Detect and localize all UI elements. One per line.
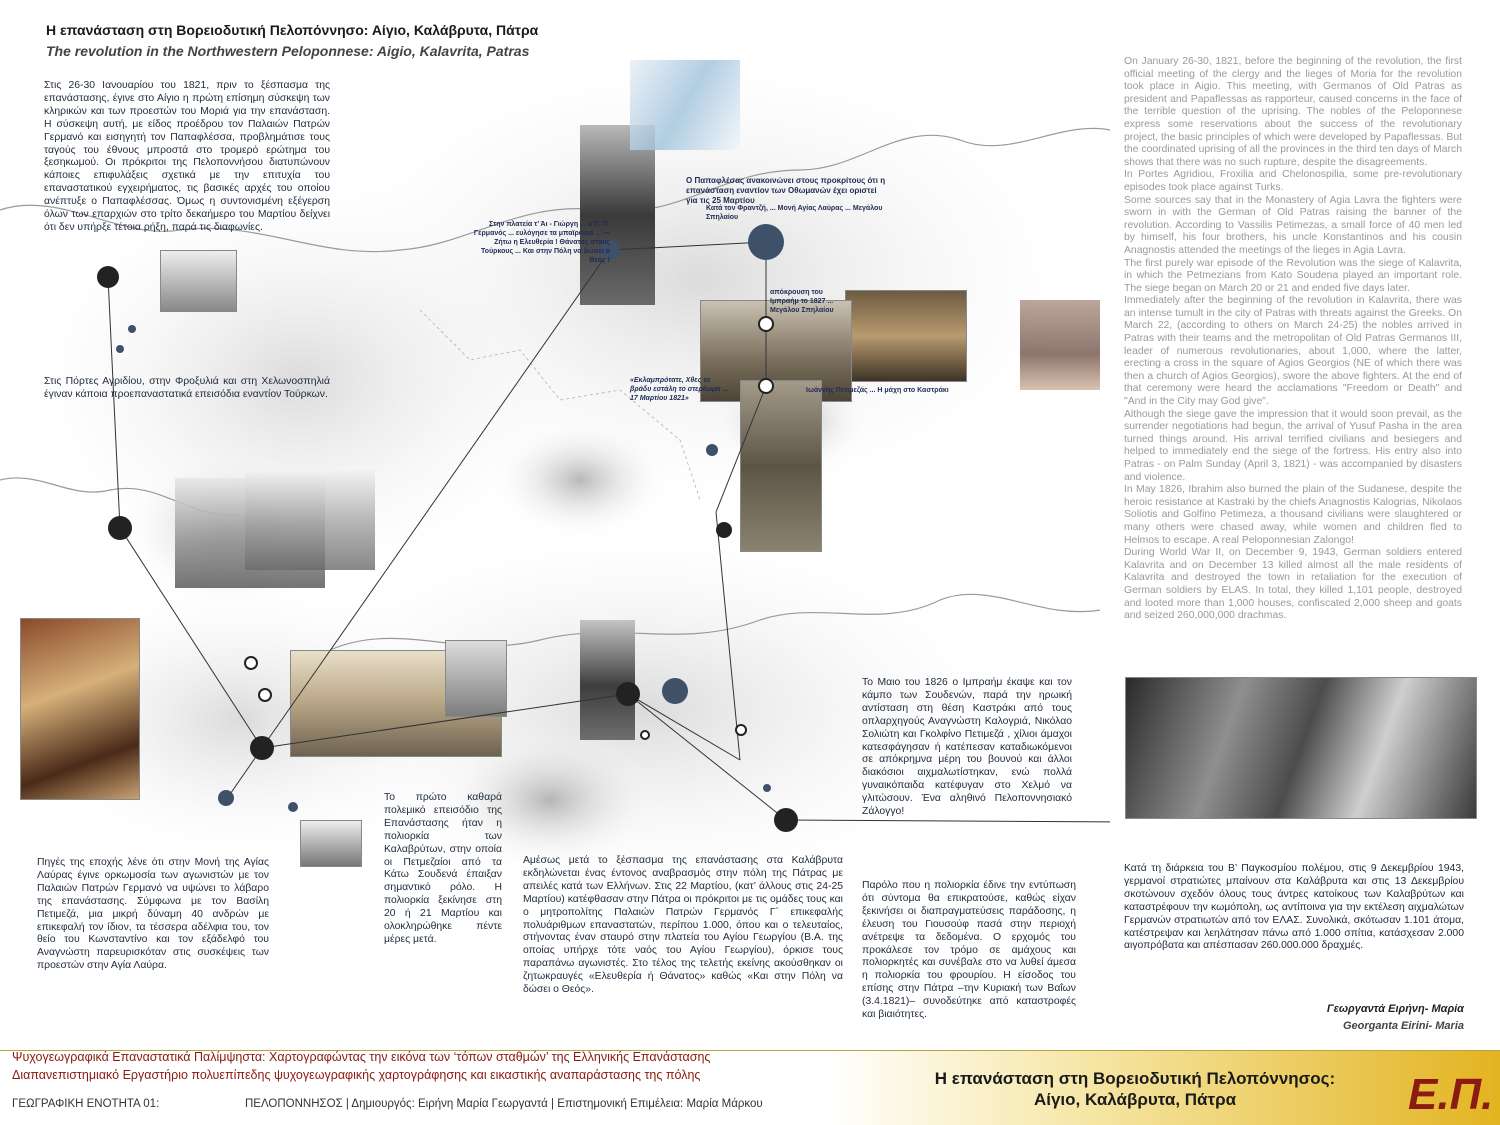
map-node-patras: [616, 682, 640, 706]
map-node-outline: [244, 656, 258, 670]
text-ww2-massacre: Κατά τη διάρκεια του Β’ Παγκοσμίου πολέμου, στις 9 Δεκεμβρίου 1943, γερμανοί στρατιώτες μπαίνουν στα Καλάβρυτα και στις 13 Δεκεμβρίου σκοτώνουν σχεδόν όλους τους άντρες κατοίκους των Καλαβρύτων και καταστρέφουν την κωμόπολη, ως αντίποινα για την εκτέλεση αιχμαλώτων Γερμανών στρατιωτών από τον ΕΛΑΣ. Συνολικά, σκότωσαν 1.101 άτομα, κατέστρεψαν και λεηλάτησαν πάνω από 1.000 σπίτια, κατάσχεσαν 2.000 αιγοπρόβατα και απέσπασαν 260.000.000 δραχμές.: [1124, 863, 1464, 952]
map-node-small: [763, 784, 771, 792]
footer-badge: Ε.Π.: [1408, 1070, 1494, 1119]
quote-ibrahim: απόκρουση του Ιμπραήμ το 1827 ... Μεγάλου Σπηλαίου: [770, 289, 834, 314]
author-name-gr: Γεωργαντά Ειρήνη- Μαρία: [1326, 1003, 1464, 1015]
quote-agios-georgios: Στην πλατεία τ’ Άι - Γιώργη ... ο Π. Π. Γερμανός ... ευλόγησε τα μπαϊράκια ... — Ζήτω η Ελευθερία ! Θάνατος στους Τούρκους ... Και στην Πόλη να δώσει ο Θεός !: [473, 221, 610, 264]
page-title: Η επανάσταση στη Βορειοδυτική Πελοπόννησο: Αίγιο, Καλάβρυτα, Πάτρα: [46, 22, 539, 38]
quote-frantzis: Κατά τον Φραντζή, ... Μονή Αγίας Λαύρας ... Μεγάλου Σπηλαίου: [706, 205, 883, 221]
footer-credits: ΠΕΛΟΠΟΝΝΗΣΟΣ | Δημιουργός: Ειρήνη Μαρία Γεωργαντά | Επιστημονική Επιμέλεια: Μαρία Μάρκου: [245, 1098, 763, 1110]
map-node-aigio: [97, 266, 119, 288]
author-name-en: Georganta Eirini- Maria: [1342, 1020, 1464, 1032]
text-yusuf-pasha: Παρόλο που η πολιορκία έδινε την εντύπωση ότι σύντομα θα επικρατούσε, καθώς είχαν ξεκινήσει οι διαπραγματεύσεις παράδοσης, η έλευση του Γιουσούφ πασά στην περιοχή ανέτρεψε τα δεδομένα. Ο ερχομός του προκάλεσε τον τρόμο σε αμάχους και πολιορκητές και συνέβαλε στο να λυθεί άμεσα η πολιορκία του φρουρίου. Η είσοδος του επίσης στην Πάτρα –την Κυριακή των Βαΐων (3.4.1821)– συνοδεύτηκε από καταστροφές και βιαιότητες.: [862, 880, 1076, 1021]
map-node-patras-square: [662, 678, 688, 704]
map-node-small: [288, 802, 298, 812]
map-node-small: [706, 444, 718, 456]
map-node-small: [128, 325, 136, 333]
map-node-kalavrita: [716, 522, 732, 538]
text-english-summary: On January 26-30, 1821, before the beginning of the revolution, the first official meeting of the clergy and the lieges of Moria for the revolution took place in Aigio. This meeting, with Germanos of Old Patras as president and Papaflessas as rapporteur, caused concerns in the face of the terrible question of the uprising. The nobles of the Peloponnese express some reservations about the success of the revolutionary project, the basic principles of which were developed by Papaflessas. But the coordinated uprising of all the provinces in the third ten days of March shows that there was no such rupture, despite the disagreements. In Portes Agridiou, Froxilia and Chelonospilia, some pre-revolutionary episodes took place against Turks. Some sources say that in the Monastery of Agia Lavra the fighters were sworn in with the German of Old Patras raising the banner of the revolution. According to Vassilis Petimezas, a small force of 40 men led by himself, his four brothers, his uncle Konstantinos and his cousin Anagnostis attended the meetings of the lieges in Agia Lavra. The first purely war episode of the Revolution was the siege of Kalavrita, in which the Petmezians from Kato Soudena played an important role. The siege began on March 20 or 21 and ended five days later. Immediately after the beginning of the revolution in Kalavrita, there was an intense tumult in the city of Patras with threats against the Greeks. On March 22, (according to others on March 24-25) the nobles arrived in Patras with their teams and the metropolitan of Old Patras Germanos III, leader of numerous revolutionaries, about 1,000, where the latter, erecting a cross in the square of Agios Georgios (NE of which there was then a church of Agios Georgios), swore the above fighters. At the end of that ceremony were heard the acclamations "Freedom or Death" and "And in the City may God give". Although the siege gave the impression that it would soon prevail, as the surrender negotiations had begun, the arrival of Yusuf Pasha in the area turned things around. His arrival terrified civilians and besiegers and helped to immediately end the siege of the fortress. His entry also into Patras - on Palm Sunday (April 3, 1821) - was accompanied by disasters and violence. In May 1826, Ibrahim also burned the plain of the Sudanese, despite the heroic resistance at Kastraki by the chiefs Anagnostis Kalogrias, Nikolaos Soliotis and Golfino Petimeza, a thousand civilians were slaughtered or many others were chased away, while women and children fled to Helmos to escape. A real Peloponnesian Zalongo! During World War II, on December 9, 1943, German soldiers entered Kalavrita and on December 13 killed almost all the male residents of Kalavrita and destroyed the town in retaliation for the execution of German soldiers by ELAS. In total, they killed 1,101 people, destroyed and looted more than 1,000 houses, confiscated 2,000 sheep and goats and seized 260,000,000 drachmas.: [1124, 56, 1462, 622]
text-pre-revolution-episodes: Στις Πόρτες Αγριδίου, στην Φροξυλιά και στη Χελωνοσπηλιά έγιναν κάποια προεπαναστατικά επεισόδια εναντίον Τούρκων.: [44, 376, 330, 400]
map-node-outline: [758, 316, 774, 332]
footer-unit: ΓΕΩΓΡΑΦΙΚΗ ΕΝΟΤΗΤΑ 01:: [12, 1098, 160, 1110]
quote-letter: «Εκλαμπρότατε, Χθες το βράδυ εστάλη το στερέωμα ... 17 Μαρτίου 1821»: [630, 377, 729, 402]
footer-project-title: Ψυχογεωγραφικά Επαναστατικά Παλίμψηστα: Χαρτογραφώντας την εικόνα των ‘τόπων σταθμών’ της Ελληνικής Επανάστασης: [12, 1050, 711, 1064]
photo-ww2-kalavrita: [1125, 677, 1477, 819]
footer-right-title-line2: Αίγιο, Καλάβρυτα, Πάτρα: [1033, 1090, 1237, 1109]
map-node-portes: [108, 516, 132, 540]
footer-right-title: [900, 1068, 1370, 1110]
quote-petimezas: Ιωάννης Πετιμεζάς ... Η μάχη στο Καστράκι: [806, 387, 949, 394]
footer-right-title-line1: Η επανάσταση στη Βορειοδυτική Πελοπόννησος:: [934, 1069, 1336, 1088]
map-node-lavra-small: [218, 790, 234, 806]
text-aigio-meeting: Στις 26-30 Ιανουαρίου του 1821, πριν το ξέσπασμα της επανάστασης, έγινε στο Αίγιο η πρώτη επίσημη σύσκεψη των κληρικών και των προεστών του Μοριά για την επανάσταση. Η σύσκεψη αυτή, με είδος προέδρου τον Παλαιών Πατρών Γερμανό και εισηγητή τον Παπαφλέσσα, προβλημάτισε τους ταγούς του έθνους μπροστά στο τρομερό ερώτημα του ξεσηκωμού. Οι πρόκριτοι της Πελοποννήσου διατυπώνουν κάποιες επιφυλάξεις σχετικά με την επιτυχία του επαναστατικού εγχειρήματος, τις βασικές αρχές του οποίου ανέπτυξε ο Παπαφλέσσας. Όμως η συντονισμένη εξέγερση όλων των επαρχιών στο τρίτο δεκαήμερο του Μαρτίου δείχνει ότι δεν υπήρξε τέτοια ρήξη, παρά τις διαφωνίες.: [44, 80, 330, 233]
map-node-kastraki: [774, 808, 798, 832]
text-ibrahim-1826: Το Μαιο του 1826 ο Ιμπραήμ έκαψε και τον κάμπο των Σουδενών, παρά την ηρωική αντίσταση στη θέση Καστράκι από τους οπλαρχηγούς Αναγνώστη Καλογριά, Νικόλαο Σολιώτη και Γκολφίνο Πετιμεζά , χίλιοι άμαχοι κατεσφάγησαν ή κατέπεσαν καταδιωκόμενοι σε απόκρημνα μέρη του βουνού και άλλοι διακόσιοι αιχμαλωτίστηκαν, ενώ πολλά γυναικόπαιδα κατέφυγαν στο Χελμό να γλιτώσουν. Ένα αληθινό Πελοποννησιακό Ζάλογγο!: [862, 677, 1072, 818]
map-node-agia-lavra: [250, 736, 274, 760]
map-node-outline: [640, 730, 650, 740]
footer-workshop: Διαπανεπιστημιακό Εργαστήριο πολυεπίπεδης ψυχογεωγραφικής χαρτογράφησης και εικαστικής αναπαράστασης της πόλης: [12, 1068, 701, 1082]
quote-papaflessas: Ο Παπαφλέσας ανακοινώνει στους προκρίτους ότι η επανάσταση εναντίον των Οθωμανών έχει οριστεί για τις 25 Μαρτίου: [686, 176, 886, 205]
map-node-outline: [735, 724, 747, 736]
text-agia-lavra-oath: Πηγές της εποχής λένε ότι στην Μονή της Αγίας Λαύρας έγινε ορκωμοσία των αγωνιστών με τον Παλαιών Πατρών Γερμανό να υψώνει το λάβαρο της επανάστασης. Σύμφωνα με τον Βασίλη Πετιμεζά, μια μικρή δύναμη 40 ανδρών με επικεφαλή τον ίδιον, τα τέσσερα αδέλφια του, τον θείο του Κωνσταντίνο και τον εξάδελφό του Αναγνώστη παρευρισκόταν στις συσκέψεις των προεστών στην Αγία Λαύρα.: [37, 857, 269, 972]
page-subtitle: The revolution in the Northwestern Peloponnese: Aigio, Kalavrita, Patras: [46, 43, 530, 59]
map-node-outline: [758, 378, 774, 394]
map-node-megalo-spilaio: [748, 224, 784, 260]
text-patras-uprising: Αμέσως μετά το ξέσπασμα της επανάστασης στα Καλάβρυτα εκδηλώνεται ένας έντονος αναβρασμός στην πόλη της Πάτρας με απειλές κατά των Ελλήνων. Στις 22 Μαρτίου, (κατ’ άλλους στις 24-25 Μαρτίου) κατέφθασαν στην Πάτρα οι πρόκριτοι με τις ομάδες τους και ο μητροπολίτης Παλαιών Πατρών Γερμανός Γ΄ επικεφαλής πολυάριθμων επαναστατών, περίπου 1.000, όπου και ο τελευταίος, στήνοντας έναν σταυρό στην πλατεία του Αγίου Γεωργίου (Β.Α. της οποίας υπήρχε τότε ναός του Αγίου Γεωργίου), όρκισε τους παραπάνω αγωνιστές. Στο τέλος της τελετής εκείνης ακούσθηκαν οι ζητωκραυγές «Ελευθερία ή Θάνατος» καθώς «Και στην Πόλη να δώσει ο Θεός».: [523, 855, 843, 996]
text-siege-kalavrita: Το πρώτο καθαρά πολεμικό επεισόδιο της Επανάστασης ήταν η πολιορκία των Καλαβρύτων, στην οποία οι Πετμεζαίοι από τα Κάτω Σουδενά έπαιξαν σημαντικό ρόλο. Η πολιορκία ξεκίνησε στη 20 ή 21 Μαρτίου και ολοκληρώθηκε πέντε μέρες μετά.: [384, 792, 502, 945]
map-node-outline: [258, 688, 272, 702]
map-node-small: [116, 345, 124, 353]
